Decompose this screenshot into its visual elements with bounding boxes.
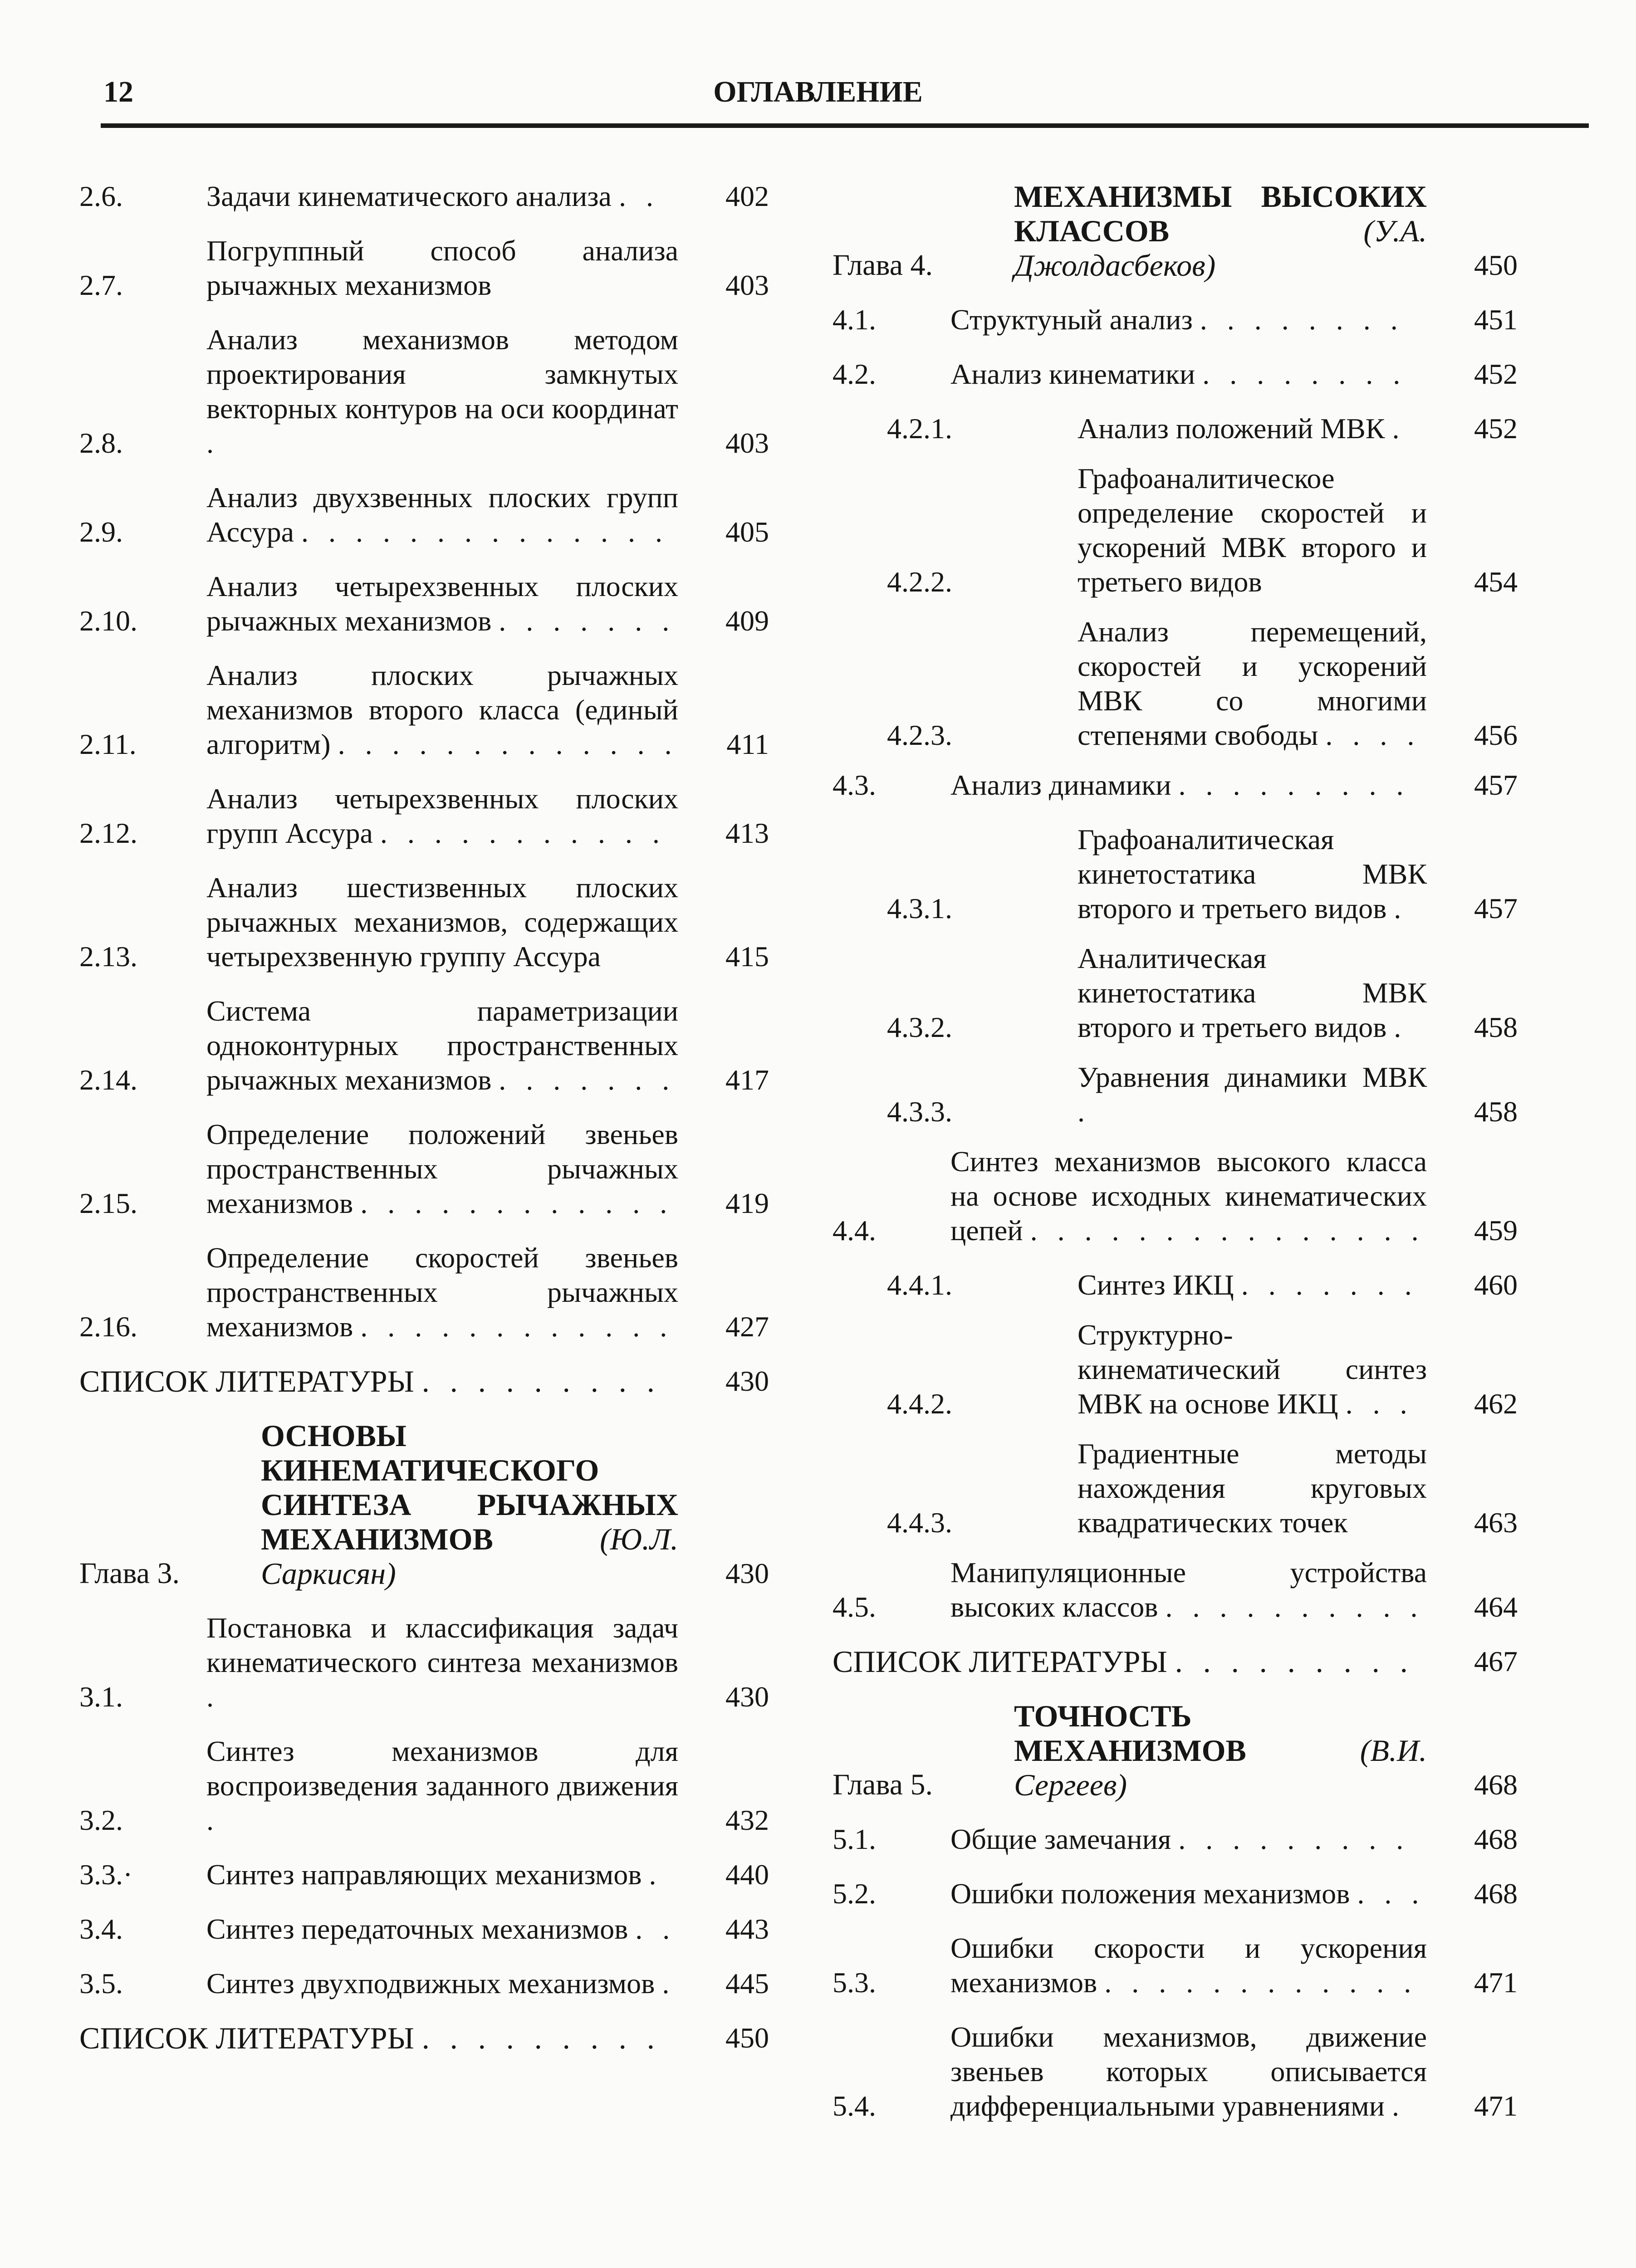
entry-title: Анализ четырехзвенных плоских групп Ассура [206,782,678,849]
dot-leader: . [1078,1095,1091,1128]
entry-title: Анализ положений МВК [1078,412,1385,445]
entry-number: 2.10. [79,605,137,637]
page-ref: 411 [726,728,769,760]
entry-title: ТОЧНОСТЬ МЕХАНИЗМОВ [1014,1699,1246,1768]
toc-entry[interactable] [833,1318,1518,1421]
dot-leader: . . [618,180,660,212]
page-ref: 450 [1474,249,1518,281]
toc-entry[interactable] [833,357,1518,391]
entry-number: 4.3.1. [887,892,952,924]
dot-leader: . [662,1967,676,1999]
toc-entry[interactable] [833,822,1518,926]
entry-title: Анализ шестизвенных плоских рычажных механизмов, содержащих четырехзвенную группу Ассура [206,871,678,973]
entry-title: Синтез механизмов для воспроизведения заданного движения [206,1735,678,1802]
toc-entry[interactable] [79,1241,769,1344]
entry-title: Ошибки скорости и ускорения механизмов [950,1932,1427,1999]
dot-leader: . . . . . . . . . [1178,769,1410,801]
entry-title: Аналитическая кинетостатика МВК второго и третьего видов [1078,942,1427,1043]
chapter-author: (Ю.Л. Саркисян) [261,1522,678,1591]
entry-title: Синтез передаточных механизмов [206,1913,628,1945]
page-ref: 450 [725,2022,769,2054]
entry-number: 4.5. [833,1591,876,1623]
entry-number: 4.4.3. [887,1506,952,1539]
dot-leader: . [206,1681,220,1713]
page-ref: 468 [1474,1769,1518,1801]
entry-number: 5.2. [833,1877,876,1910]
entry-title: СПИСОК ЛИТЕРАТУРЫ [833,1644,1167,1679]
dot-leader: . . [635,1913,676,1945]
dot-leader: . . . . . . . . . . . . . . . [1030,1214,1425,1246]
entry-title: Анализ кинематики [950,358,1195,390]
page-ref: 419 [725,1187,769,1219]
entry-number: 4.2. [833,358,876,390]
toc-entry[interactable] [833,1437,1518,1540]
dot-leader: . [1394,892,1408,924]
entry-number: 3.5. [79,1967,123,1999]
dot-leader: . [1394,1011,1408,1043]
page-ref: 430 [725,1681,769,1713]
toc-references[interactable] [79,2021,769,2055]
entry-number: Глава 3. [79,1557,180,1590]
toc-entry[interactable] [833,1060,1518,1129]
dot-leader: . [206,1804,220,1836]
page-ref: 456 [1474,719,1518,751]
page-ref: 432 [725,1804,769,1836]
page-ref: 462 [1474,1388,1518,1420]
entry-title: Структурно-кинематический синтез МВК на основе ИКЦ [1078,1319,1427,1420]
dot-leader: . . . . . . . . . . . . . [338,728,678,760]
entry-number: 2.12. [79,817,137,849]
toc-entry[interactable] [833,768,1518,802]
toc-entry[interactable] [79,870,769,974]
entry-title: Синтез механизмов высокого класса на основе исходных кинематических цепей [950,1145,1427,1246]
page-ref: 402 [725,180,769,212]
running-head: ОГЛАВЛЕНИЕ [713,75,923,108]
page-ref: 452 [1474,358,1518,390]
dot-leader: . . . . . . . [499,1064,676,1096]
entry-title: Структуный анализ [950,303,1193,336]
toc-entry[interactable] [79,179,769,214]
page-ref: 463 [1474,1506,1518,1539]
dot-leader: . . . . . . . . . . [1165,1591,1424,1623]
dot-leader: . [1392,412,1406,445]
entry-title: Определение скоростей звеньев пространственных рычажных механизмов [206,1242,678,1343]
toc-entry[interactable] [833,941,1518,1045]
entry-title: Анализ механизмов методом проектирования замкнутых векторных контуров на оси координат [206,323,678,425]
page-ref: 452 [1474,412,1518,445]
toc-entry[interactable] [833,1144,1518,1248]
page-ref: 471 [1474,2090,1518,2122]
page-ref: 468 [1474,1823,1518,1855]
entry-number: 4.4.2. [887,1388,952,1420]
dot-leader: . . . . [1325,719,1421,751]
dot-leader: . . . . . . . . . . . . [360,1310,674,1343]
toc-entry[interactable] [79,782,769,850]
entry-title: Анализ динамики [950,769,1171,801]
entry-number: 3.1. [79,1681,123,1713]
page-ref: 403 [725,269,769,301]
entry-number: Глава 4. [833,249,933,282]
entry-number: 4.4.1. [887,1269,952,1301]
toc-entry[interactable] [79,1117,769,1221]
dot-leader: . . . . . . . [499,605,676,637]
entry-number: Глава 5. [833,1768,933,1801]
page-ref: 457 [1474,892,1518,924]
page-ref: 430 [725,1365,769,1397]
entry-title: Синтез ИКЦ [1078,1269,1234,1301]
entry-number: 4.4. [833,1214,876,1246]
page-ref: 440 [725,1858,769,1891]
page-ref: 458 [1474,1011,1518,1043]
page-ref: 403 [725,427,769,459]
page-ref: 468 [1474,1877,1518,1910]
page-ref: 427 [725,1310,769,1343]
page-ref: 467 [1474,1645,1518,1677]
toc-entry[interactable] [79,1966,769,2001]
toc-entry[interactable] [833,2020,1518,2123]
dot-leader: . [1392,2090,1406,2122]
page-ref: 443 [725,1913,769,1945]
entry-number: 4.2.2. [887,566,952,598]
page-number: 12 [103,75,133,108]
entry-title: Графоаналитическое определение скоростей и ускорений МВК второго и третьего видов [1078,462,1427,598]
dot-leader: . . . . . . . . . [1178,1823,1410,1855]
dot-leader: . . . . . . . . . [421,2021,661,2055]
entry-title: Ошибки механизмов, движение звеньев которых описывается дифференциальными уравнениями [950,2021,1427,2122]
toc-entry[interactable] [79,323,769,460]
entry-title: Погруппный способ анализа рычажных механизмов [206,235,678,301]
entry-title: Анализ плоских рычажных механизмов второго класса (единый алгоритм) [206,659,678,760]
page-ref: 430 [725,1557,769,1589]
entry-title: Анализ перемещений, скоростей и ускорений МВК со многими степенями свободы [1078,616,1427,751]
toc-entry[interactable] [79,1611,769,1714]
dot-leader: . [206,427,220,459]
toc-entry[interactable] [79,1734,769,1838]
entry-title: Ошибки положения механизмов [950,1877,1350,1910]
toc-references[interactable] [79,1364,769,1398]
page-ref: 458 [1474,1095,1518,1128]
entry-number: 2.16. [79,1310,137,1343]
toc-column-left [79,179,769,2075]
toc-entry[interactable] [79,234,769,303]
toc-entry[interactable] [833,461,1518,599]
entry-number: 2.13. [79,940,137,973]
entry-title: Графоаналитическая кинетостатика МВК второго и третьего видов [1078,823,1427,924]
toc-entry[interactable] [79,658,769,762]
toc-entry[interactable] [79,994,769,1097]
dot-leader: . . . . . . . [1241,1269,1418,1301]
entry-title: Синтез направляющих механизмов [206,1858,642,1891]
dot-leader: . . . [1345,1388,1414,1420]
dot-leader: . . . . . . . . . . . . [360,1187,674,1219]
entry-title: Определение положений звеньев пространственных рычажных механизмов [206,1118,678,1219]
toc-chapter[interactable] [79,1418,769,1591]
page-ref: 405 [725,516,769,548]
entry-number: 4.3. [833,769,876,801]
toc-entry[interactable] [79,1912,769,1946]
entry-title: СПИСОК ЛИТЕРАТУРЫ [79,1364,414,1398]
entry-title: Система параметризации одноконтурных пространственных рычажных механизмов [206,995,678,1096]
toc-entry[interactable] [833,1268,1518,1302]
page-ref: 415 [725,940,769,973]
chapter-author: (У.А. Джолдасбеков) [1014,214,1427,283]
entry-number: 2.9. [79,516,123,548]
entry-title: МЕХАНИЗМЫ ВЫСОКИХ КЛАССОВ [1014,179,1427,248]
dot-leader: . [649,1858,663,1891]
entry-number: 4.1. [833,303,876,336]
header-rule [101,123,1589,128]
page-ref: 457 [1474,769,1518,801]
toc-column-right [833,179,1518,2143]
entry-number: 2.14. [79,1064,137,1096]
dot-leader: . . . . . . . . . . . . [1104,1966,1418,1999]
entry-title: Постановка и классификация задач кинематического синтеза механизмов [206,1612,678,1678]
entry-title: СПИСОК ЛИТЕРАТУРЫ [79,2021,414,2055]
toc-entry[interactable] [833,1822,1518,1857]
entry-number: 3.3.· [79,1858,133,1891]
page-ref: 454 [1474,566,1518,598]
toc-entry[interactable] [833,615,1518,753]
toc-references[interactable] [833,1644,1518,1679]
page-ref: 464 [1474,1591,1518,1623]
entry-title: Задачи кинематического анализа [206,180,612,212]
toc-entry[interactable] [833,1931,1518,2000]
page-ref: 445 [725,1967,769,1999]
entry-number: 3.4. [79,1913,123,1945]
toc-entry[interactable] [833,411,1518,446]
dot-leader: . . . [1357,1877,1425,1910]
entry-number: 5.3. [833,1966,876,1999]
entry-title: Уравнения динамики МВК [1078,1061,1427,1093]
page-ref: 451 [1474,303,1518,336]
dot-leader: . . . . . . . . . [1175,1644,1414,1679]
entry-number: 5.4. [833,2090,876,2122]
toc-chapter[interactable] [833,179,1518,283]
entry-number: 2.11. [79,728,137,760]
entry-number: 2.15. [79,1187,137,1219]
toc-entry[interactable] [79,569,769,638]
page-ref: 471 [1474,1966,1518,1999]
page-ref: 460 [1474,1269,1518,1301]
toc-entry[interactable] [833,1555,1518,1624]
entry-number: 4.2.3. [887,719,952,751]
entry-number: 4.2.1. [887,412,952,445]
dot-leader: . . . . . . . . [1200,303,1404,336]
entry-number: 2.7. [79,269,123,301]
toc-chapter[interactable] [833,1699,1518,1802]
page-ref: 409 [725,605,769,637]
dot-leader: . . . . . . . . . [421,1364,661,1398]
page-ref: 459 [1474,1214,1518,1246]
entry-number: 5.1. [833,1823,876,1855]
toc-entry[interactable] [79,1857,769,1892]
entry-title: Градиентные методы нахождения круговых квадратических точек [1078,1437,1427,1539]
entry-title: Манипуляционные устройства высоких классов [950,1556,1427,1623]
entry-title: Общие замечания [950,1823,1171,1855]
entry-title: ОСНОВЫ КИНЕМАТИЧЕСКОГО СИНТЕЗА РЫЧАЖНЫХ МЕХАНИЗМОВ [261,1418,678,1556]
entry-number: 2.8. [79,427,123,459]
toc-entry[interactable] [79,480,769,549]
entry-number: 2.6. [79,180,123,212]
entry-title: Синтез двухподвижных механизмов [206,1967,655,1999]
dot-leader: . . . . . . . . [1202,358,1407,390]
page-ref: 417 [725,1064,769,1096]
page-ref: 413 [725,817,769,849]
entry-title: Анализ четырехзвенных плоских рычажных механизмов [206,570,678,637]
entry-number: 3.2. [79,1804,123,1836]
toc-entry[interactable] [833,1877,1518,1911]
chapter-author: (В.И. Сергеев) [1014,1733,1427,1802]
entry-title: Анализ двухзвенных плоских групп Ассура [206,481,678,548]
entry-number: 4.3.2. [887,1011,952,1043]
entry-number: 4.3.3. [887,1095,952,1128]
dot-leader: . . . . . . . . . . . [380,817,666,849]
toc-entry[interactable] [833,303,1518,337]
dot-leader: . . . . . . . . . . . . . . [301,516,669,548]
